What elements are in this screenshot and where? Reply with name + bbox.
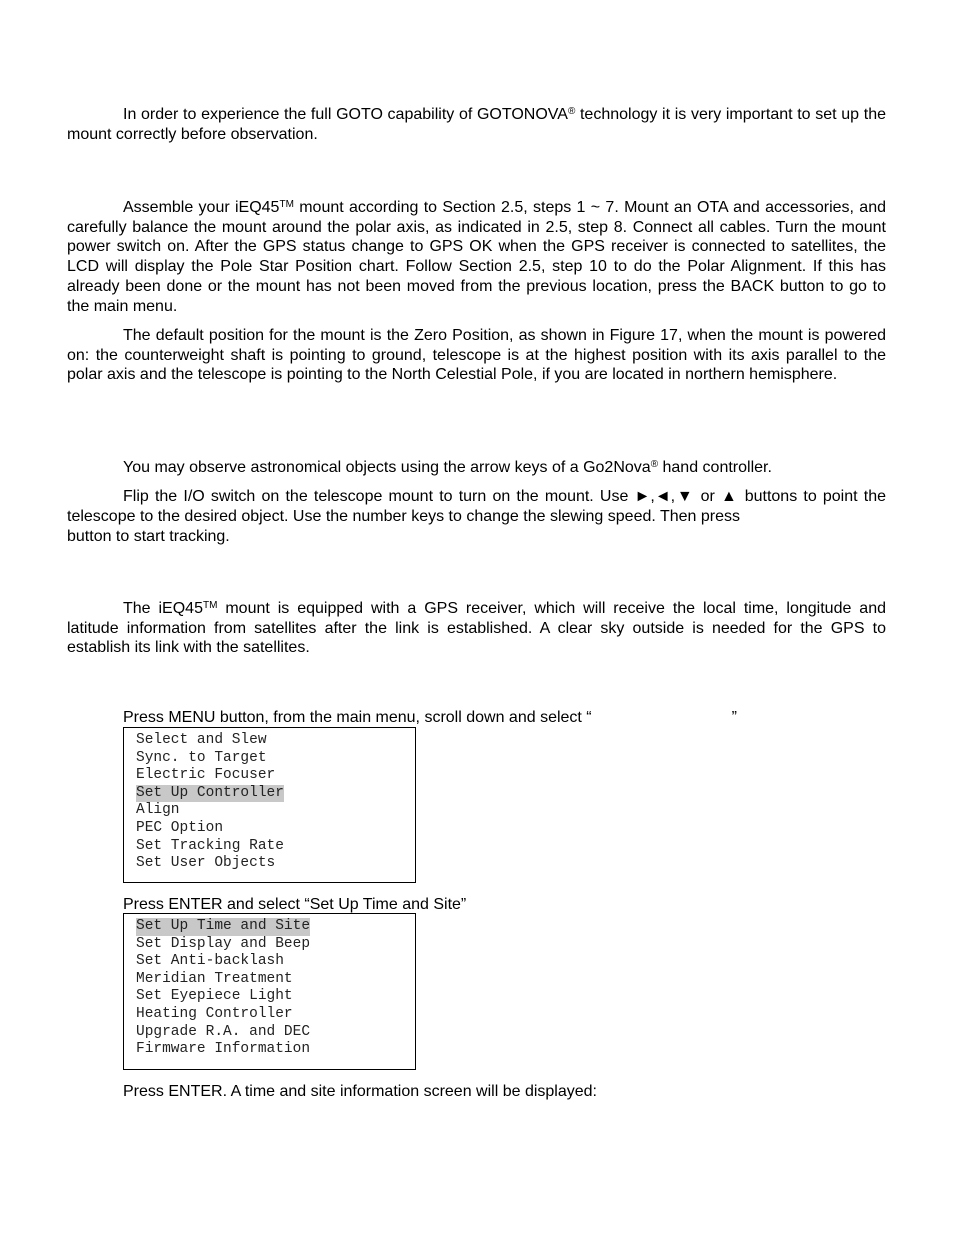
trademark-mark: TM: [279, 199, 294, 210]
menu-item: Heating Controller: [136, 1005, 293, 1022]
main-menu-lcd: [123, 727, 416, 883]
time-site-instruction: Press ENTER. A time and site information screen will be displayed:: [123, 1083, 597, 1100]
enter-instruction: Press ENTER and select “Set Up Time and Site”: [123, 896, 467, 913]
menu-item: Select and Slew: [136, 732, 267, 748]
menu-item: Electric Focuser: [136, 767, 276, 784]
menu-item: Set Eyepiece Light: [136, 988, 293, 1005]
menu-item: Align: [136, 802, 180, 819]
assembly-paragraph: Assemble your iEQ45™ mount according to Section 2.5, steps 1 ~ 7. Mount an OTA and accessories, and carefully balance the mount around the polar axis, as indicated in 2.5, step 8. Connect all cables. Turn the mount power switch on. After the GPS status change to GPS OK when the GPS receiver is connected to satellites, the LCD will display the Pole Star Position chart. Follow Section 2.5, step 10 to do the Polar Alignment. If this has already been done or the mount has not been moved from the previous location, press the BACK button to go to the main menu.: [67, 199, 887, 315]
registered-mark: ®: [567, 106, 576, 117]
intro-paragraph: In order to experience the full GOTO capability of GOTONOVA® technology it is very important to set up the mount correctly before observation.: [67, 106, 886, 143]
menu-item-selected: Set Up Time and Site: [136, 918, 311, 934]
menu-item: Meridian Treatment: [136, 970, 293, 987]
menu-item: Set Anti-backlash: [136, 953, 284, 970]
menu-instruction: Press MENU button, from the main menu, scroll down and select “ ”: [123, 709, 737, 726]
trademark-mark: TM: [202, 600, 218, 611]
menu-item-selected: Set Up Controller: [136, 784, 284, 801]
menu-item: Upgrade R.A. and DEC: [136, 1023, 311, 1040]
menu-item: Set Tracking Rate: [136, 837, 284, 854]
zero-position-paragraph: The default position for the mount is the Zero Position, as shown in Figure 17, when the mount is powered on: the counterweight shaft is pointing to ground, telescope is at the highest position with its axis parallel to the polar axis and the telescope is pointing to the North Celestial Pole, if you are located in northern hemisphere.: [67, 327, 886, 384]
menu-item: Set User Objects: [136, 855, 276, 872]
menu-item: Sync. to Target: [136, 749, 267, 766]
menu-item: Firmware Information: [136, 1041, 311, 1058]
gps-paragraph: The iEQ45™ mount is equipped with a GPS receiver, which will receive the local time, longitude and latitude information from satellites after the link is established. A clear sky outside is needed for the GPS to establish its link with the satellites.: [67, 600, 886, 657]
slewing-paragraph-end: button to start tracking.: [67, 528, 230, 545]
registered-mark: ®: [650, 459, 659, 470]
menu-item: PEC Option: [136, 819, 224, 836]
setup-menu-lcd: [123, 913, 416, 1070]
menu-item: Set Display and Beep: [136, 935, 311, 952]
arrow-keys-paragraph: You may observe astronomical objects using the arrow keys of a Go2Nova® hand controller.: [123, 459, 772, 476]
slewing-paragraph: Flip the I/O switch on the telescope mount to turn on the mount. Use ►,◄,▼ or ▲ buttons to point the telescope to the desired object. Use the number keys to change the slewing speed. Then press: [67, 488, 886, 525]
